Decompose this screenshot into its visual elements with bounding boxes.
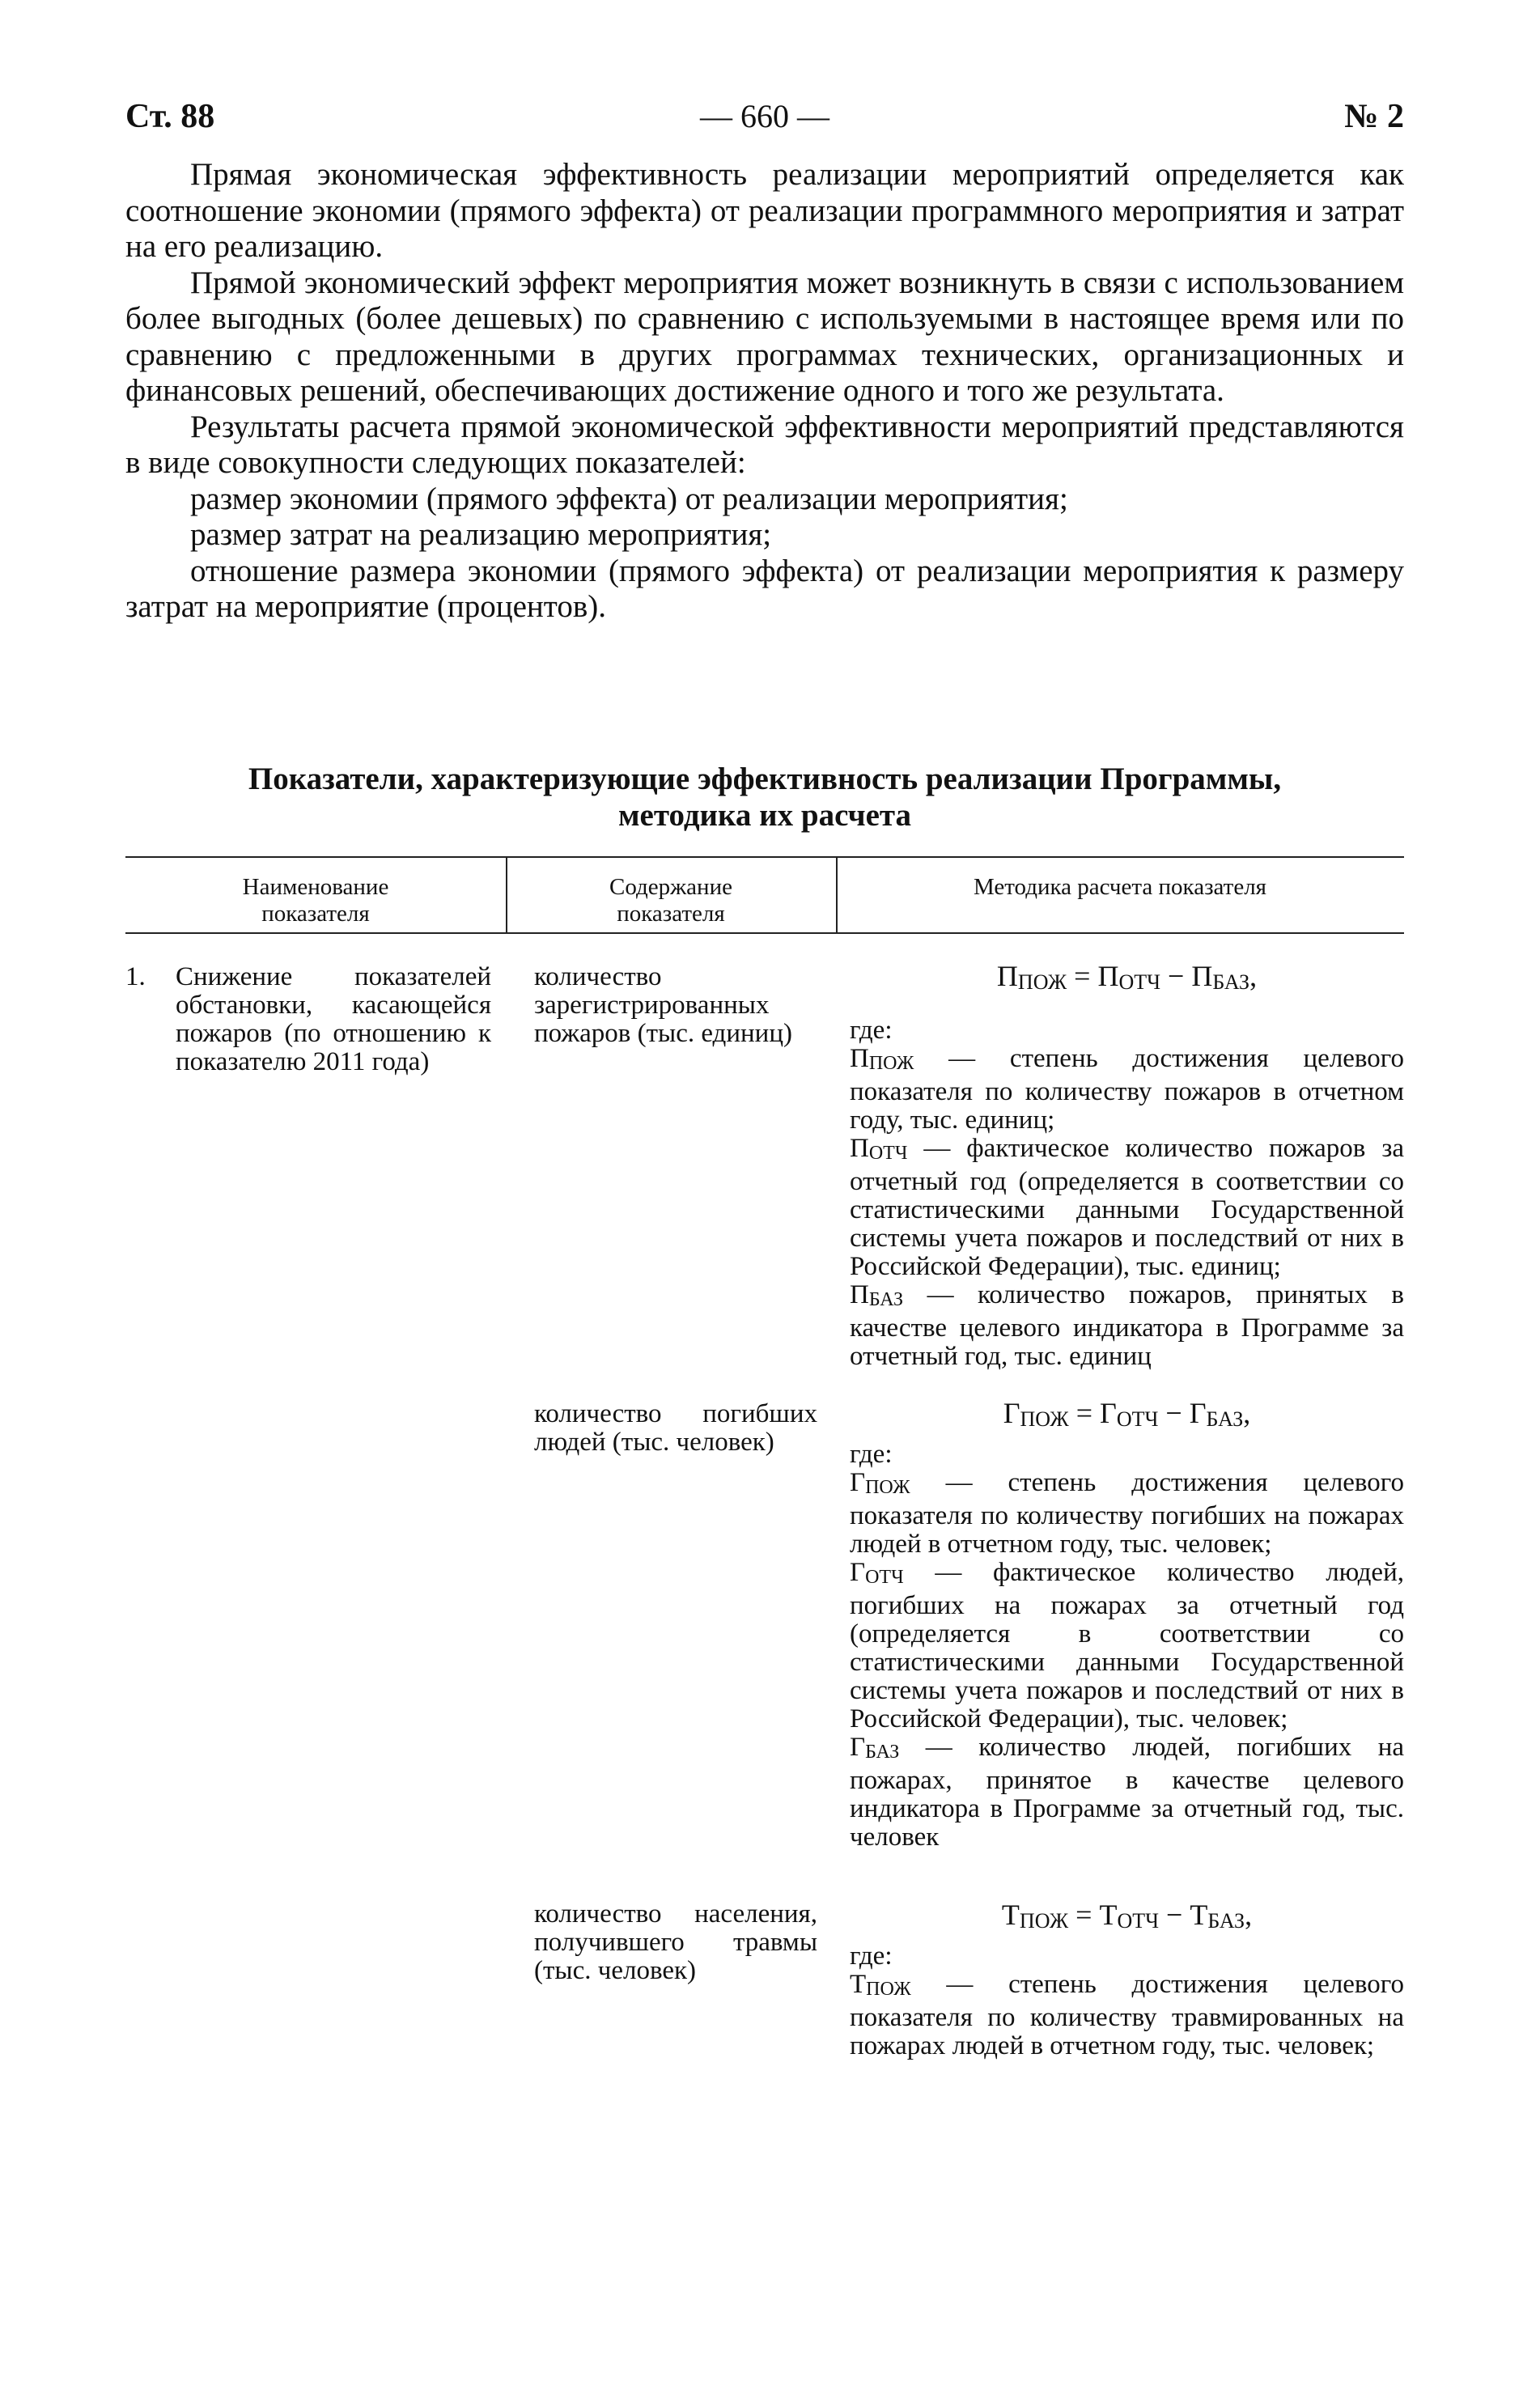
where-label: где: — [850, 1016, 893, 1045]
indicator-name: Снижение показателей обстановки, касающейся пожаров (по отношению к показателю 2011 года) — [176, 962, 491, 1076]
paragraph: Прямая экономическая эффективность реализации мероприятий определяется как соотношение экономии (прямого эффекта) от реализации программного мероприятия и затрат на его реализацию. — [125, 157, 1404, 264]
definition: $Г_{ПОЖ}$ — степень достижения целевого показателя по количеству погибших на пожарах людей в отчетном году, тыс. человек; — [850, 1468, 1404, 1559]
indicator-content: количество населения, получившего травмы (тыс. человек) — [534, 1899, 817, 1985]
definition: $Т_{ПОЖ}$ — степень достижения целевого показателя по количеству травмированных на пожарах людей в отчетном году, тыс. человек; — [850, 1970, 1404, 2060]
definition: $П_{ПОЖ}$ — степень достижения целевого показателя по количеству пожаров в отчетном году, тыс. единиц; — [850, 1044, 1404, 1135]
definition: $Г_{ОТЧ}$ — фактическое количество людей, погибших на пожарах за отчетный год (определяется в соответствии со статистическими данными Государственной системы учета пожаров и последствий от них в Российской Федерации), тыс. человек; — [850, 1558, 1404, 1733]
table-title-line: Показатели, характеризующие эффективность реализации Программы, — [248, 762, 1282, 796]
article-number: Ст. 88 — [125, 98, 215, 135]
paragraph: Результаты расчета прямой экономической эффективности мероприятий представляются в виде совокупности следующих показателей: — [125, 409, 1404, 480]
formula: $Т_{ПОЖ} = Т_{ОТЧ} - Т_{БАЗ}$, — [1001, 1899, 1253, 1933]
indicator-content: количество зарегистрированных пожаров (тыс. единиц) — [534, 962, 792, 1048]
list-item: размер экономии (прямого эффекта) от реализации мероприятия; — [190, 481, 1068, 516]
issue-number: № 2 — [1344, 98, 1404, 135]
method-block — [850, 1397, 1404, 1852]
method-block — [850, 960, 1404, 1371]
table-header-rule — [125, 932, 1404, 934]
row-number: 1. — [125, 962, 146, 991]
method-block — [850, 1899, 1404, 2060]
body-text — [125, 157, 1404, 626]
table-title — [125, 761, 1404, 834]
page-number: — 660 — — [700, 98, 829, 134]
list-item: размер затрат на реализацию мероприятия; — [190, 517, 772, 552]
paragraph: Прямой экономический эффект мероприятия может возникнуть в связи с использованием более выгодных (более дешевых) по сравнению с используемыми в настоящее время или по сравнению с предложенными в других программах технических, организационных и финансовых решений, обеспечивающих достижение одного и того же результата. — [125, 265, 1404, 408]
definition: $Г_{БАЗ}$ — количество людей, погибших на пожарах, принятое в качестве целевого индикатора в Программе за отчетный год, тыс. человек — [850, 1733, 1404, 1852]
where-label: где: — [850, 1941, 893, 1971]
indicator-content: количество погибших людей (тыс. человек) — [534, 1399, 817, 1457]
formula: $Г_{ПОЖ} = Г_{ОТЧ} - Г_{БАЗ}$, — [1003, 1397, 1251, 1431]
definition: $П_{ОТЧ}$ — фактическое количество пожаров за отчетный год (определяется в соответствии со статистическими данными Государственной системы учета пожаров и последствий от них в Российской Федерации), тыс. единиц; — [850, 1134, 1404, 1281]
definition: $П_{БАЗ}$ — количество пожаров, принятых в качестве целевого индикатора в Программе за отчетный год, тыс. единиц — [850, 1280, 1404, 1371]
column-header-name: Наименование показателя — [242, 874, 389, 927]
where-label: где: — [850, 1440, 893, 1469]
formula: $П_{ПОЖ} = П_{ОТЧ} - П_{БАЗ}$, — [996, 960, 1258, 994]
page-header — [125, 97, 1404, 146]
table-top-rule — [125, 856, 1404, 858]
column-header-content: Содержание показателя — [609, 874, 732, 927]
list-item: отношение размера экономии (прямого эффекта) от реализации мероприятия к размеру затрат на мероприятие (процентов). — [125, 553, 1404, 624]
table-title-line: методика их расчета — [617, 798, 912, 833]
column-header-method: Методика расчета показателя — [973, 874, 1267, 900]
